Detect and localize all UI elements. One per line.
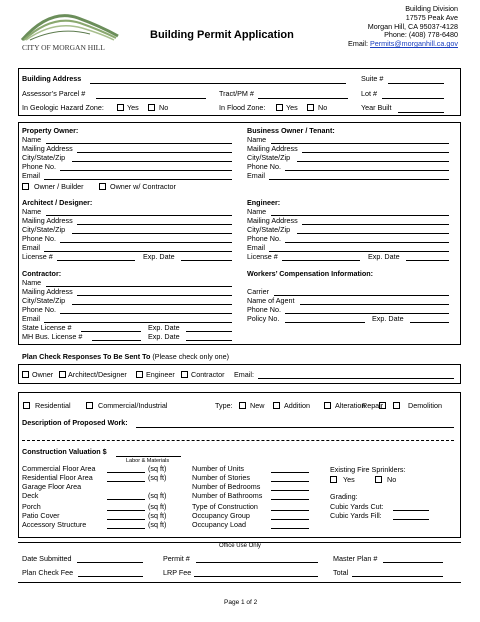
logo-hills-icon [20, 6, 120, 42]
ar-email-label: Email [22, 243, 40, 252]
area-unit: (sq ft) [148, 464, 167, 473]
pc-architect-checkbox[interactable] [59, 371, 66, 378]
pc-email-field[interactable] [258, 378, 454, 379]
ar-license-field[interactable] [57, 260, 135, 261]
bo-name-label: Name [247, 135, 267, 144]
pc-owner-checkbox[interactable] [22, 371, 29, 378]
po-mailing-label: Mailing Address [22, 144, 73, 153]
date-submitted-label: Date Submitted [22, 554, 72, 563]
co-mailing-label: Mailing Address [22, 287, 73, 296]
bo-phone-label: Phone No. [247, 162, 281, 171]
pc-engineer-label: Engineer [146, 370, 175, 379]
residential-label: Residential [35, 401, 71, 410]
en-city-field[interactable] [297, 233, 449, 234]
division-phone: Phone: (408) 778-6480 [384, 30, 458, 40]
cubic-fill-field[interactable] [393, 519, 429, 520]
pc-engineer-checkbox[interactable] [136, 371, 143, 378]
plan-check-note: (Please check only one) [150, 352, 230, 361]
valuation-label: Construction Valuation $ [22, 447, 107, 456]
ar-license-label: License # [22, 252, 53, 261]
type-label: Type: [215, 401, 233, 410]
sprinklers-no-label: No [387, 475, 397, 484]
new-checkbox[interactable] [239, 402, 246, 409]
en-license-field[interactable] [282, 260, 360, 261]
description-label: Description of Proposed Work: [22, 418, 128, 427]
owner-contractor-label: Owner w/ Contractor [110, 182, 176, 191]
en-mailing-label: Mailing Address [247, 216, 298, 225]
city-logo [20, 6, 120, 54]
number-label: Number of Units [192, 464, 244, 473]
geo-yes-label: Yes [127, 103, 139, 112]
business-owner-heading: Business Owner / Tenant: [247, 126, 335, 135]
en-city-label: City/State/Zip [247, 225, 291, 234]
bo-city-field[interactable] [297, 161, 449, 162]
en-email-label: Email [247, 243, 265, 252]
ar-mailing-field[interactable] [77, 224, 232, 225]
co-mh-license-field[interactable] [92, 340, 141, 341]
number-field[interactable] [271, 510, 309, 511]
commercial-label: Commercial/Industrial [98, 401, 168, 410]
lrp-fee-field[interactable] [194, 576, 318, 577]
ar-name-label: Name [22, 207, 42, 216]
po-phone-label: Phone No. [22, 162, 56, 171]
new-label: New [250, 401, 265, 410]
number-field[interactable] [271, 490, 309, 491]
po-name-field[interactable] [46, 143, 232, 144]
wc-phone-field[interactable] [285, 313, 449, 314]
master-plan-label: Master Plan # [333, 554, 378, 563]
en-phone-field[interactable] [285, 242, 449, 243]
cubic-cut-label: Cubic Yards Cut: [330, 502, 384, 511]
co-name-label: Name [22, 278, 42, 287]
area-field[interactable] [107, 499, 145, 500]
ar-mailing-label: Mailing Address [22, 216, 73, 225]
bo-mailing-field[interactable] [302, 152, 449, 153]
year-built-field[interactable] [398, 112, 444, 113]
number-field[interactable] [271, 519, 309, 520]
email-label: Email: [348, 39, 370, 49]
en-exp-label: Exp. Date [368, 252, 400, 261]
po-name-label: Name [22, 135, 42, 144]
addition-checkbox[interactable] [273, 402, 280, 409]
page-number: Page 1 of 2 [224, 599, 258, 606]
en-email-field[interactable] [269, 251, 449, 252]
area-field[interactable] [107, 510, 145, 511]
flood-no-checkbox[interactable] [307, 104, 314, 111]
pc-contractor-checkbox[interactable] [181, 371, 188, 378]
wc-agent-field[interactable] [300, 304, 449, 305]
en-name-label: Name [247, 207, 267, 216]
po-email-field[interactable] [44, 179, 232, 180]
co-phone-field[interactable] [60, 313, 232, 314]
en-license-label: License # [247, 252, 278, 261]
suite-label: Suite # [361, 74, 384, 83]
en-phone-label: Phone No. [247, 234, 281, 243]
description-field-1[interactable] [136, 427, 454, 428]
co-name-field[interactable] [46, 286, 232, 287]
alteration-label: Alteration [335, 401, 366, 410]
lot-label: Lot # [361, 89, 377, 98]
co-phone-label: Phone No. [22, 305, 56, 314]
co-city-label: City/State/Zip [22, 296, 66, 305]
ar-phone-field[interactable] [60, 242, 232, 243]
flood-label: In Flood Zone: [219, 103, 266, 112]
owner-contractor-checkbox[interactable] [99, 183, 106, 190]
number-field[interactable] [271, 499, 309, 500]
pc-contractor-label: Contractor [191, 370, 225, 379]
owner-builder-checkbox[interactable] [22, 183, 29, 190]
residential-checkbox[interactable] [23, 402, 30, 409]
co-mh-license-label: MH Bus. License # [22, 332, 83, 341]
permit-field[interactable] [196, 562, 318, 563]
permit-label: Permit # [163, 554, 190, 563]
po-city-label: City/State/Zip [22, 153, 66, 162]
office-use-heading: Office Use Only [219, 543, 261, 549]
assessor-field[interactable] [96, 98, 206, 99]
tract-label: Tract/PM # [219, 89, 254, 98]
co-mh-exp-label: Exp. Date [148, 332, 180, 341]
po-mailing-field[interactable] [77, 152, 232, 153]
ar-exp-label: Exp. Date [143, 252, 175, 261]
demolition-label: Demolition [408, 401, 442, 410]
cubic-fill-label: Cubic Yards Fill: [330, 511, 382, 520]
number-field[interactable] [271, 481, 309, 482]
bo-city-label: City/State/Zip [247, 153, 291, 162]
wc-exp-field[interactable] [410, 322, 449, 323]
area-field[interactable] [107, 519, 145, 520]
assessor-label: Assessor’s Parcel # [22, 89, 86, 98]
ar-city-label: City/State/Zip [22, 225, 66, 234]
bo-phone-field[interactable] [285, 170, 449, 171]
wc-carrier-field[interactable] [274, 295, 449, 296]
co-email-field[interactable] [44, 322, 232, 323]
division-address [348, 5, 458, 49]
division-street: 17575 Peak Ave [405, 12, 458, 22]
ar-city-field[interactable] [72, 233, 232, 234]
plan-check-heading-line [22, 352, 229, 361]
tract-field[interactable] [258, 98, 348, 99]
number-label: Type of Construction [192, 502, 258, 511]
sprinklers-yes-checkbox[interactable] [330, 476, 337, 483]
area-unit: (sq ft) [148, 491, 167, 500]
lrp-fee-label: LRP Fee [163, 568, 192, 577]
grading-label: Grading: [330, 492, 358, 501]
engineer-heading: Engineer: [247, 198, 281, 207]
date-submitted-field[interactable] [77, 562, 143, 563]
wc-agent-label: Name of Agent [247, 296, 295, 305]
plan-check-fee-label: Plan Check Fee [22, 568, 74, 577]
demolition-checkbox[interactable] [393, 402, 400, 409]
geo-no-checkbox[interactable] [148, 104, 155, 111]
area-label: Residential Floor Area [22, 473, 93, 482]
area-unit: (sq ft) [148, 520, 167, 529]
en-exp-field[interactable] [406, 260, 449, 261]
number-field[interactable] [271, 472, 309, 473]
area-unit: (sq ft) [148, 502, 167, 511]
flood-no-label: No [318, 103, 328, 112]
division-city: Morgan Hill, CA 95037-4128 [367, 21, 458, 31]
flood-yes-label: Yes [286, 103, 298, 112]
addition-label: Addition [284, 401, 310, 410]
logo-text: CITY OF MORGAN HILL [22, 43, 105, 52]
po-city-field[interactable] [72, 161, 232, 162]
area-field[interactable] [107, 528, 145, 529]
en-mailing-field[interactable] [302, 224, 449, 225]
plan-check-fee-field[interactable] [78, 576, 143, 577]
division-email-line [348, 40, 458, 49]
page-title: Building Permit Application [150, 29, 294, 41]
pc-email-label: Email: [234, 370, 254, 379]
office-divider-bottom [18, 582, 461, 583]
geo-no-label: No [159, 103, 169, 112]
total-field[interactable] [352, 576, 443, 577]
flood-yes-checkbox[interactable] [276, 104, 283, 111]
sprinklers-no-checkbox[interactable] [375, 476, 382, 483]
co-mh-exp-field[interactable] [186, 340, 232, 341]
area-field[interactable] [107, 481, 145, 482]
cubic-cut-field[interactable] [393, 510, 429, 511]
geo-hazard-label: In Geologic Hazard Zone: [22, 103, 104, 112]
total-label: Total [333, 568, 349, 577]
bo-mailing-label: Mailing Address [247, 144, 298, 153]
division-name: Building Division [405, 4, 458, 13]
wc-policy-label: Policy No. [247, 314, 280, 323]
wc-carrier-label: Carrier [247, 287, 269, 296]
area-label: Accessory Structure [22, 520, 87, 529]
labor-materials-label: Labor & Materials [126, 458, 170, 464]
year-built-label: Year Built [361, 103, 392, 112]
wc-exp-label: Exp. Date [372, 314, 404, 323]
number-label: Number of Bathrooms [192, 491, 263, 500]
bo-email-label: Email [247, 171, 265, 180]
area-label: Garage Floor Area [22, 482, 82, 491]
ar-phone-label: Phone No. [22, 234, 56, 243]
pc-architect-label: Architect/Designer [68, 370, 127, 379]
co-state-exp-field[interactable] [186, 331, 232, 332]
po-email-label: Email [22, 171, 40, 180]
area-label: Patio Cover [22, 511, 60, 520]
co-state-license-field[interactable] [81, 331, 141, 332]
area-unit: (sq ft) [148, 473, 167, 482]
co-email-label: Email [22, 314, 40, 323]
workers-comp-heading: Workers’ Compensation Information: [247, 269, 374, 278]
ar-name-field[interactable] [46, 215, 232, 216]
building-address-field[interactable] [90, 83, 346, 84]
architect-heading: Architect / Designer: [22, 198, 93, 207]
wc-phone-label: Phone No. [247, 305, 281, 314]
area-label: Commercial Floor Area [22, 464, 96, 473]
po-phone-field[interactable] [60, 170, 232, 171]
alteration-checkbox[interactable] [324, 402, 331, 409]
area-field[interactable] [107, 472, 145, 473]
co-state-exp-label: Exp. Date [148, 323, 180, 332]
number-label: Number of Stories [192, 473, 250, 482]
wc-policy-field[interactable] [285, 322, 365, 323]
plan-check-heading: Plan Check Responses To Be Sent To [22, 352, 151, 361]
co-mailing-field[interactable] [77, 295, 232, 296]
ar-exp-field[interactable] [181, 260, 232, 261]
sprinklers-label: Existing Fire Sprinklers: [330, 465, 406, 474]
contractor-heading: Contractor: [22, 269, 62, 278]
area-label: Porch [22, 502, 41, 511]
number-field[interactable] [271, 528, 309, 529]
ar-email-field[interactable] [44, 251, 232, 252]
bo-email-field[interactable] [269, 179, 449, 180]
area-label: Deck [22, 491, 39, 500]
sprinklers-yes-label: Yes [343, 475, 355, 484]
co-state-license-label: State License # [22, 323, 72, 332]
master-plan-field[interactable] [383, 562, 443, 563]
commercial-checkbox[interactable] [86, 402, 93, 409]
email-link[interactable]: Permits@morganhill.ca.gov [370, 39, 458, 49]
description-field-2[interactable] [22, 440, 454, 441]
number-label: Occupancy Load [192, 520, 246, 529]
pc-owner-label: Owner [32, 370, 54, 379]
property-owner-heading: Property Owner: [22, 126, 79, 135]
area-unit: (sq ft) [148, 511, 167, 520]
number-label: Number of Bedrooms [192, 482, 261, 491]
geo-yes-checkbox[interactable] [117, 104, 124, 111]
repair-label: Repair [362, 401, 384, 410]
building-address-label: Building Address [22, 74, 82, 83]
number-label: Occupancy Group [192, 511, 250, 520]
co-city-field[interactable] [72, 304, 232, 305]
owner-builder-label: Owner / Builder [34, 182, 84, 191]
lot-field[interactable] [382, 98, 444, 99]
suite-field[interactable] [388, 83, 444, 84]
